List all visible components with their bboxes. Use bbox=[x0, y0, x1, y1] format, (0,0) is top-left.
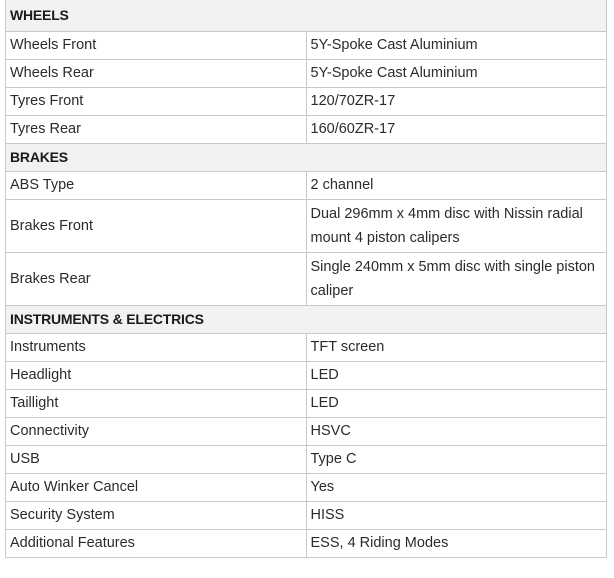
row-label: Tyres Rear bbox=[6, 115, 307, 143]
row-value: TFT screen bbox=[306, 333, 607, 361]
row-label: USB bbox=[6, 445, 307, 473]
table-row bbox=[6, 252, 607, 305]
table-row bbox=[6, 31, 607, 59]
table-row bbox=[6, 445, 607, 473]
section-header-wheels bbox=[6, 0, 607, 31]
row-label: Wheels Front bbox=[6, 31, 307, 59]
row-label: Wheels Rear bbox=[6, 59, 307, 87]
section-header-brakes bbox=[6, 143, 607, 171]
table-row bbox=[6, 389, 607, 417]
table-row bbox=[6, 115, 607, 143]
row-value: 5Y-Spoke Cast Aluminium bbox=[306, 31, 607, 59]
row-label: Instruments bbox=[6, 333, 307, 361]
row-value: 120/70ZR-17 bbox=[306, 87, 607, 115]
row-value: HSVC bbox=[306, 417, 607, 445]
row-value: Yes bbox=[306, 473, 607, 501]
row-value: 5Y-Spoke Cast Aluminium bbox=[306, 59, 607, 87]
table-row bbox=[6, 473, 607, 501]
row-label: Security System bbox=[6, 501, 307, 529]
row-value: 2 channel bbox=[306, 171, 607, 199]
row-value: Single 240mm x 5mm disc with single piston caliper bbox=[306, 252, 607, 305]
table-row bbox=[6, 501, 607, 529]
row-label: Auto Winker Cancel bbox=[6, 473, 307, 501]
table-row bbox=[6, 59, 607, 87]
table-row bbox=[6, 417, 607, 445]
row-label: Connectivity bbox=[6, 417, 307, 445]
row-value: LED bbox=[306, 361, 607, 389]
spec-table bbox=[5, 0, 607, 558]
section-header-instruments bbox=[6, 305, 607, 333]
row-value: Dual 296mm x 4mm disc with Nissin radial mount 4 piston calipers bbox=[306, 199, 607, 252]
section-title: BRAKES bbox=[6, 143, 607, 171]
section-title: INSTRUMENTS & ELECTRICS bbox=[6, 305, 607, 333]
row-label: Tyres Front bbox=[6, 87, 307, 115]
row-label: Headlight bbox=[6, 361, 307, 389]
row-value: ESS, 4 Riding Modes bbox=[306, 529, 607, 557]
row-value: LED bbox=[306, 389, 607, 417]
row-value: Type C bbox=[306, 445, 607, 473]
row-label: ABS Type bbox=[6, 171, 307, 199]
row-label: Brakes Front bbox=[6, 199, 307, 252]
table-row bbox=[6, 199, 607, 252]
table-row bbox=[6, 171, 607, 199]
table-row bbox=[6, 87, 607, 115]
row-label: Taillight bbox=[6, 389, 307, 417]
section-title: WHEELS bbox=[6, 0, 607, 31]
table-row bbox=[6, 333, 607, 361]
table-row bbox=[6, 361, 607, 389]
row-value: HISS bbox=[306, 501, 607, 529]
row-label: Brakes Rear bbox=[6, 252, 307, 305]
row-label: Additional Features bbox=[6, 529, 307, 557]
table-row bbox=[6, 529, 607, 557]
row-value: 160/60ZR-17 bbox=[306, 115, 607, 143]
